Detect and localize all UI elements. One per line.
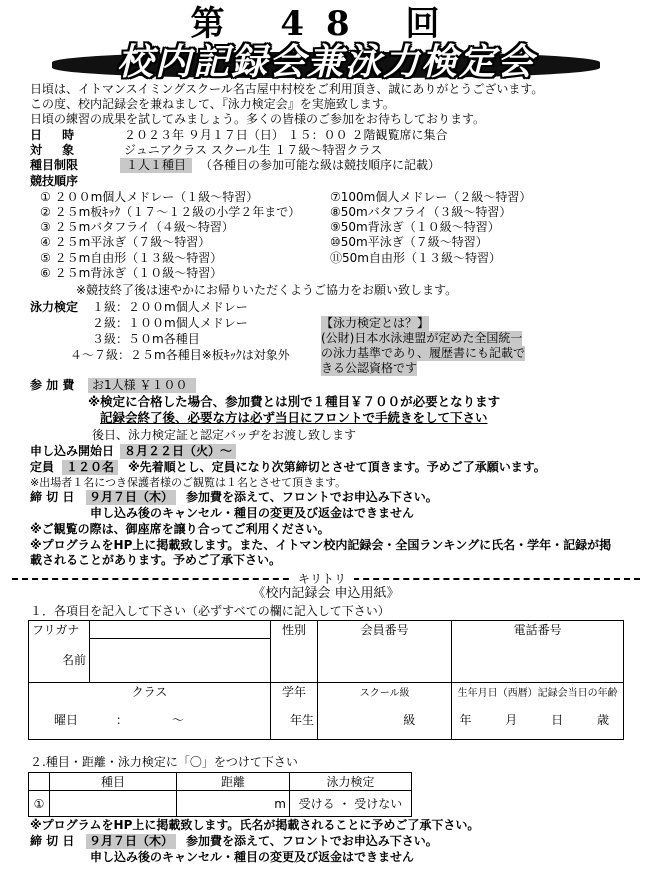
tilde-label: ～	[171, 712, 184, 727]
kentei-choice[interactable]: 受ける ・ 受けない	[290, 791, 412, 817]
applicant-table	[28, 620, 624, 740]
target-label: 対 象	[30, 143, 83, 157]
kentei-line-2: ２級：１００m個人メドレー	[92, 316, 248, 330]
form-note-1: ※プログラムをHP上に掲載致します。氏名が掲載されることに予めご了承下さい。	[30, 818, 480, 832]
title-line1: 第 48 回	[190, 4, 462, 44]
capacity-value: １２０名	[62, 460, 118, 475]
order-item-8: ⑧50mバタフライ（３級～特習）	[330, 205, 512, 219]
meter-unit: m	[274, 796, 286, 811]
kyu-label: 級	[403, 712, 416, 727]
limit-label: 種目制限	[30, 158, 79, 172]
gender-label: 性別	[271, 621, 318, 639]
capacity-label: 定員	[30, 460, 55, 474]
grade-field[interactable]	[271, 700, 318, 740]
fee-note-1: ※検定に合格した場合、参加費とは別で１種目￥７００が必要となります	[88, 394, 501, 409]
fee-label: 参 加 費	[30, 378, 75, 392]
phone-field[interactable]	[452, 638, 624, 682]
member-no-label: 会員番号	[318, 621, 452, 639]
name-field[interactable]	[90, 638, 271, 682]
deadline-text: 参加費を添えて、フロントでお申込み下さい。	[186, 490, 438, 504]
age-label: 歳	[596, 712, 609, 727]
intro-line-1: 日頃は、イトマンスイミングスクール名古屋中村校をご利用頂き、誠にありがとうございます。	[30, 82, 544, 96]
form-step-1: １．各項目を記入して下さい（必ずすべての欄に記入して下さい）	[30, 604, 390, 618]
furigana-field[interactable]	[90, 621, 271, 639]
nensei-label: 年生	[289, 712, 314, 727]
name-label: 名前	[29, 638, 90, 682]
form-title: 《校内記録会 申込用紙》	[252, 586, 400, 601]
kentei-col-header: 泳力検定	[290, 773, 412, 791]
colon-label: ：	[115, 712, 128, 727]
order-item-10: ⑩50m平泳ぎ（７級～特習）	[330, 235, 488, 249]
date-value: ２０２３年 ９月１７日（日） １５：００ ２階観覧席に集合	[124, 128, 448, 142]
note-2: ※プログラムをHP上に掲載致します。また、イトマン校内記録会・全国ランキングに氏名・学年・記録が掲	[30, 538, 612, 552]
kentei-box-line-2: (公財)日本水泳連盟が定めた全国統一	[321, 331, 523, 345]
kentei-box-line-1: 【泳力検定とは？】	[321, 316, 430, 330]
kentei-label: 泳力検定	[30, 300, 79, 314]
title-line2: 校内記録会兼泳力検定会	[116, 41, 535, 83]
event-field[interactable]	[50, 791, 177, 817]
apply-start-label: 申し込み開始日	[30, 444, 115, 458]
deadline-value: ９月７日（木）	[86, 490, 176, 505]
order-label: 競技順序	[30, 174, 79, 188]
member-no-field[interactable]	[318, 638, 452, 682]
distance-col-header: 距離	[177, 773, 290, 791]
phone-label: 電話番号	[452, 621, 624, 639]
fee-note-2: 記録会終了後、必要な方は必ず当日にフロントで手続きをして下さい	[100, 410, 488, 425]
intro-line-2: この度、校内記録会を兼ねまして、『泳力検定会』を実施致します。	[30, 97, 395, 111]
school-grade-field[interactable]	[318, 700, 452, 740]
weekday-label: 曜日	[54, 712, 79, 727]
kentei-line-1: １級：２００m個人メドレー	[92, 300, 248, 314]
kentei-box-line-4: きる公認資格です	[321, 361, 418, 375]
target-value: ジュニアクラス スクール生 １７級～特習クラス	[124, 143, 383, 157]
grade-label: 学年	[271, 682, 318, 700]
note-3: 載されることがあります。予めご了承下さい。	[30, 553, 282, 567]
order-item-7: ⑦100m個人メドレー（２級～特習）	[330, 190, 532, 204]
month-label: 月	[505, 712, 518, 727]
order-item-4: ④ ２５m平泳ぎ（７級～特習）	[40, 235, 211, 249]
gender-field[interactable]	[271, 638, 318, 682]
limit-value: １人１種目	[120, 158, 192, 173]
order-item-3: ③ ２５mバタフライ（４級～特習）	[40, 220, 234, 234]
apply-start-value: ８月２２日（火）～	[120, 444, 236, 459]
event-table-corner	[29, 773, 50, 791]
event-col-header: 種目	[50, 773, 177, 791]
form-step-2: ２.種目・距離・泳力検定に「〇」をつけて下さい	[30, 755, 298, 769]
form-deadline-text: 参加費を添えて、フロントでお申込み下さい。	[186, 834, 438, 848]
birth-age-label: 生年月日（西暦）記録会当日の年齢	[452, 682, 624, 700]
order-item-11: ⑪50m自由形（１３級～特習）	[330, 251, 501, 265]
class-label: クラス	[29, 682, 271, 700]
kentei-line-4: ４～７級：２５m各種目※板ｷｯｸは対象外	[70, 348, 290, 362]
deadline-text-2: 申し込み後のキャンセル・種目の変更及び返金はできません	[90, 506, 415, 520]
cut-label: キリトリ	[290, 570, 354, 587]
furigana-label: フリガナ	[29, 621, 90, 639]
year-label: 年	[459, 712, 472, 727]
order-item-1: ① ２００m個人メドレー（１級～特習）	[40, 190, 259, 204]
capacity-note: ※先着順とし、定員になり次第締切とさせて頂きます。予めご了承願います。	[128, 460, 546, 474]
order-item-2: ② ２５m板ｷｯｸ（１７～１２級の小学２年まで）	[40, 205, 301, 219]
kentei-info-box	[321, 316, 539, 374]
event-table	[28, 772, 412, 817]
school-grade-label: スクール級	[318, 682, 452, 700]
birth-age-field[interactable]	[452, 700, 624, 740]
intro-line-3: 日頃の練習の成果を試してみましょう。多くの皆様のご参加をお待ちしております。	[30, 112, 486, 126]
form-deadline-label: 締 切 日	[30, 834, 75, 848]
form-deadline-text-2: 申し込み後のキャンセル・種目の変更及び返金はできません	[90, 850, 415, 864]
kentei-box-line-3: の泳力基準であり、履歴書にも記載で	[321, 346, 526, 360]
kentei-line-3: ３級：５０m各種目	[92, 332, 200, 346]
row-number: ①	[29, 791, 50, 817]
order-item-9: ⑨50m背泳ぎ（１０級～特習）	[330, 220, 500, 234]
fee-value: お1人様 ￥１００	[88, 378, 196, 393]
order-item-5: ⑤ ２５m自由形（１３級～特習）	[40, 251, 223, 265]
order-item-6: ⑥ ２５m背泳ぎ（１０級～特習）	[40, 266, 223, 280]
capacity-note-2: ※出場者１名につき保護者様のご観覧は１名とさせて頂きます。	[30, 476, 347, 489]
day-label: 日	[551, 712, 564, 727]
distance-field[interactable]	[177, 791, 290, 817]
limit-note: （各種目の参加可能な級は競技順序に記載）	[200, 158, 441, 172]
form-deadline-value: ９月７日（木）	[86, 834, 176, 849]
note-1: ※ご観覧の際は、御座席を譲り合ってご利用ください。	[30, 522, 330, 536]
fee-note-3: 後日、泳力検定証と認定バッヂをお渡し致します	[92, 428, 357, 442]
order-note: ※競技終了後は速やかにお帰りいただくようご協力をお願い致します。	[76, 283, 458, 297]
date-label: 日 時	[30, 128, 83, 142]
class-field[interactable]	[29, 700, 271, 740]
deadline-label: 締 切 日	[30, 490, 75, 504]
